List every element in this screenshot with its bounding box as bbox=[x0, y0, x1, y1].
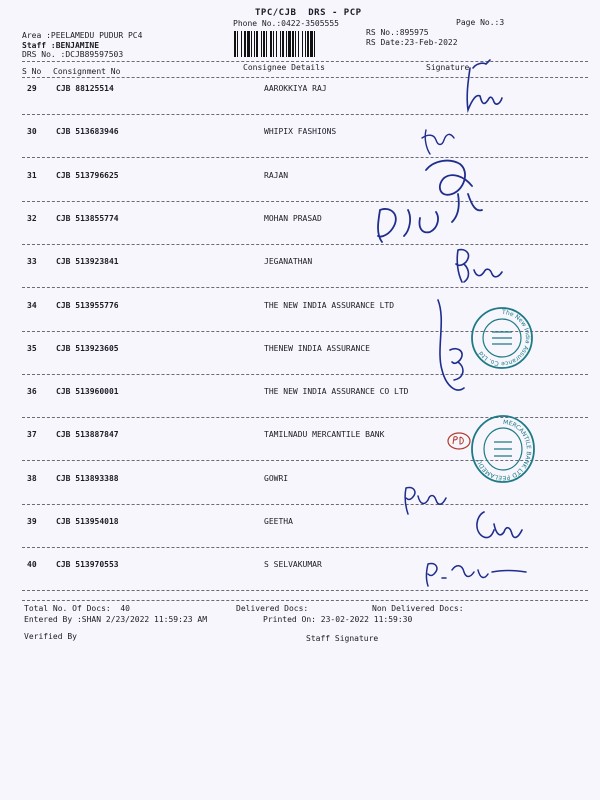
delivered-docs: Delivered Docs: bbox=[236, 604, 309, 613]
row-consignee: GOWRI bbox=[264, 474, 289, 483]
total-docs: Total No. Of Docs: 40 bbox=[24, 604, 130, 613]
row-consignee: GEETHA bbox=[264, 517, 293, 526]
row-consignee: WHIPIX FASHIONS bbox=[264, 127, 337, 136]
row-consignee: TAMILNADU MERCANTILE BANK bbox=[264, 430, 385, 439]
barcode-bar bbox=[261, 31, 262, 57]
row-divider bbox=[22, 590, 588, 591]
barcode-bar bbox=[276, 31, 277, 57]
barcode-bar bbox=[307, 31, 309, 57]
non-delivered-docs: Non Delivered Docs: bbox=[372, 604, 464, 613]
rs-number: RS No.:895975 bbox=[366, 28, 429, 37]
row-consignee: JEGANATHAN bbox=[264, 257, 313, 266]
row-consignment-no: CJB 513683946 bbox=[56, 127, 119, 136]
barcode-bar bbox=[234, 31, 236, 57]
row-sno: 39 bbox=[27, 517, 37, 526]
page-number: Page No.:3 bbox=[456, 18, 505, 27]
barcode-bar bbox=[247, 31, 250, 57]
bank-stamp bbox=[470, 414, 536, 484]
barcode-bar bbox=[263, 31, 265, 57]
row-divider bbox=[22, 504, 588, 505]
row-consignee: THE NEW INDIA ASSURANCE CO LTD bbox=[264, 387, 409, 396]
barcode-bar bbox=[280, 31, 281, 57]
staff-signature: Staff Signature bbox=[306, 634, 379, 643]
consignment-row bbox=[0, 257, 600, 267]
bank-stamp-text: MERCANTILE BANK LTD PEELAMEDU bbox=[475, 418, 532, 482]
row-sno: 34 bbox=[27, 301, 37, 310]
row-consignee: THE NEW INDIA ASSURANCE LTD bbox=[264, 301, 395, 310]
drs-number: DRS No. :DCJB89597503 bbox=[22, 50, 124, 59]
row-consignment-no: CJB 513923841 bbox=[56, 257, 119, 266]
phone-number: Phone No.:0422-3505555 bbox=[233, 19, 339, 28]
barcode-image bbox=[232, 31, 362, 57]
document-title: TPC/CJB DRS - PCP bbox=[255, 8, 362, 18]
barcode-bar bbox=[292, 31, 294, 57]
barcode-bar bbox=[305, 31, 306, 57]
row-sno: 38 bbox=[27, 474, 37, 483]
row-sno: 30 bbox=[27, 127, 37, 136]
barcode-bar bbox=[298, 31, 299, 57]
signature-row-39 bbox=[470, 506, 530, 546]
barcode-bar bbox=[241, 31, 242, 57]
row-consignee: RAJAN bbox=[264, 171, 289, 180]
barcode-bar bbox=[244, 31, 246, 57]
row-divider bbox=[22, 157, 588, 158]
row-sno: 32 bbox=[27, 214, 37, 223]
column-header-consignment: Consignment No bbox=[53, 67, 121, 76]
row-consignment-no: CJB 513893388 bbox=[56, 474, 119, 483]
printed-on: Printed On: 23-02-2022 11:59:30 bbox=[263, 615, 413, 624]
column-header-signature: Signature bbox=[426, 63, 470, 72]
consignment-row bbox=[0, 171, 600, 181]
row-consignment-no: CJB 88125514 bbox=[56, 84, 114, 93]
row-consignment-no: CJB 513855774 bbox=[56, 214, 119, 223]
barcode-bar bbox=[237, 31, 238, 57]
row-consignment-no: CJB 513960001 bbox=[56, 387, 119, 396]
consignment-row bbox=[0, 84, 600, 94]
footer-divider bbox=[22, 600, 588, 601]
signature-row-40 bbox=[422, 560, 532, 590]
row-sno: 35 bbox=[27, 344, 37, 353]
row-consignment-no: CJB 513955776 bbox=[56, 301, 119, 310]
barcode-bar bbox=[302, 31, 303, 57]
row-divider bbox=[22, 201, 588, 202]
barcode-bar bbox=[286, 31, 287, 57]
row-consignee: S SELVAKUMAR bbox=[264, 560, 322, 569]
consignment-row bbox=[0, 387, 600, 397]
insurance-stamp-text: The New India Assurance Co. Ltd bbox=[477, 308, 532, 368]
row-sno: 31 bbox=[27, 171, 37, 180]
row-consignee: THENEW INDIA ASSURANCE bbox=[264, 344, 370, 353]
consignment-row bbox=[0, 214, 600, 224]
barcode-bar bbox=[282, 31, 284, 57]
entered-by: Entered By :SHAN 2/23/2022 11:59:23 AM bbox=[24, 615, 208, 624]
signature-row-38 bbox=[400, 480, 450, 520]
barcode-bar bbox=[254, 31, 255, 57]
row-sno: 29 bbox=[27, 84, 37, 93]
insurance-company-stamp bbox=[470, 306, 534, 370]
barcode-bar bbox=[273, 31, 274, 57]
row-sno: 33 bbox=[27, 257, 37, 266]
barcode-bar bbox=[251, 31, 252, 57]
row-consignment-no: CJB 513970553 bbox=[56, 560, 119, 569]
consignment-row bbox=[0, 127, 600, 137]
barcode-bar bbox=[266, 31, 267, 57]
rs-date: RS Date:23-Feb-2022 bbox=[366, 38, 458, 47]
barcode-bar bbox=[256, 31, 258, 57]
row-consignee: AAROKKIYA RAJ bbox=[264, 84, 327, 93]
column-header-consignee: Consignee Details bbox=[243, 63, 325, 72]
row-consignment-no: CJB 513954018 bbox=[56, 517, 119, 526]
area-label: Area :PEELAMEDU PUDUR PC4 bbox=[22, 31, 143, 40]
signature-row-31-32 bbox=[360, 150, 500, 250]
column-header-sno: S No bbox=[22, 67, 42, 76]
barcode-bar bbox=[314, 31, 315, 57]
row-sno: 37 bbox=[27, 430, 37, 439]
barcode-bar bbox=[295, 31, 296, 57]
verified-by: Verified By bbox=[24, 632, 77, 641]
staff-label: Staff :BENJAMINE bbox=[22, 41, 100, 50]
red-pd-mark bbox=[446, 430, 472, 452]
row-consignee: MOHAN PRASAD bbox=[264, 214, 322, 223]
barcode-bar bbox=[310, 31, 313, 57]
barcode-bar bbox=[270, 31, 272, 57]
row-consignment-no: CJB 513923605 bbox=[56, 344, 119, 353]
row-sno: 40 bbox=[27, 560, 37, 569]
row-consignment-no: CJB 513796625 bbox=[56, 171, 119, 180]
row-sno: 36 bbox=[27, 387, 37, 396]
row-consignment-no: CJB 513887847 bbox=[56, 430, 119, 439]
signature-row-29 bbox=[440, 60, 510, 116]
row-divider bbox=[22, 547, 588, 548]
row-divider bbox=[22, 374, 588, 375]
signature-row-33 bbox=[448, 240, 508, 290]
barcode-bar bbox=[288, 31, 291, 57]
